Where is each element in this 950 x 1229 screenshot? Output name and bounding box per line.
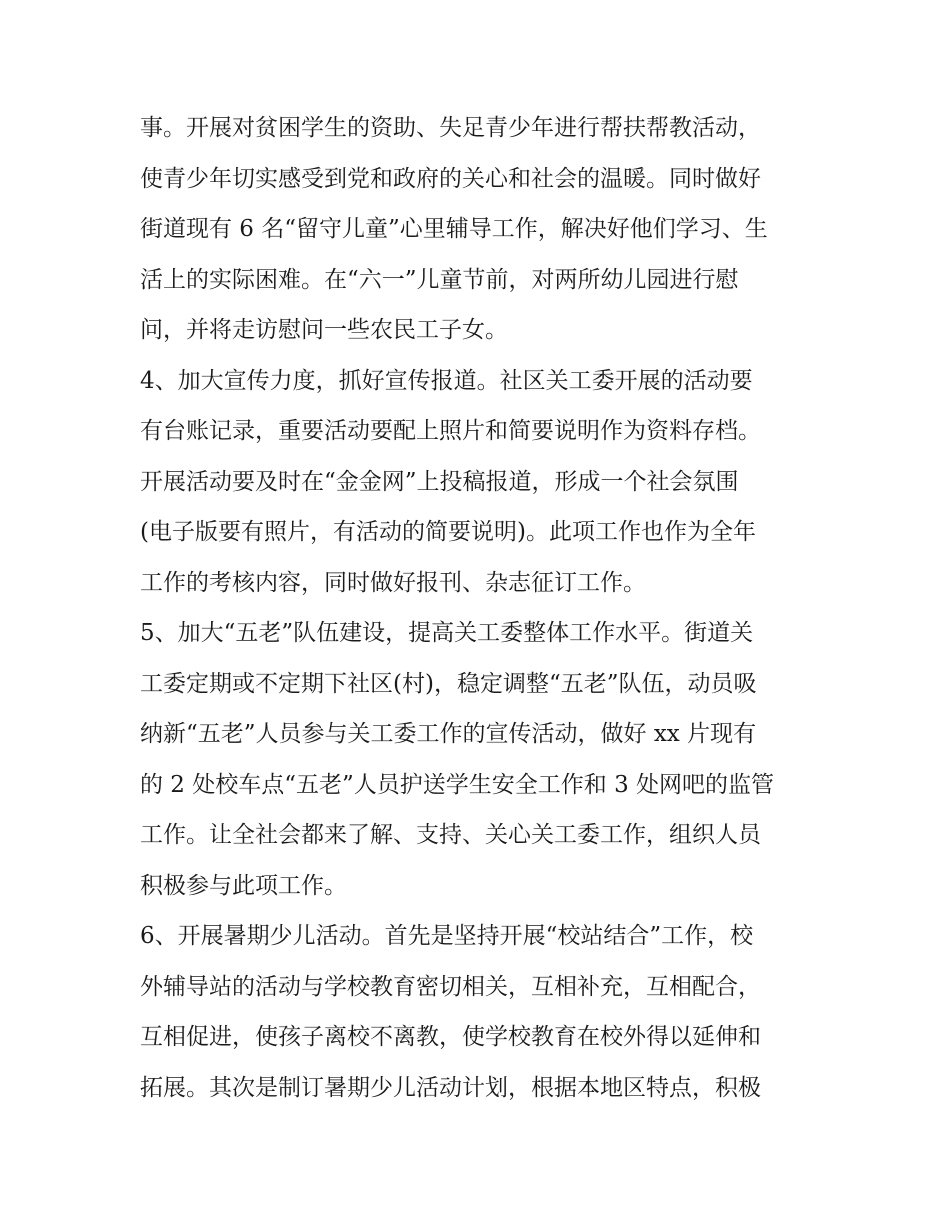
document-body xyxy=(140,103,820,1113)
text-line: 纳新“五老”人员参与关工委工作的宣传活动，做好 xx 片现有 xyxy=(140,721,757,747)
text-line: 6、开展暑期少儿活动。首先是坚持开展“校站结合”工作，校 xyxy=(140,923,754,949)
text-line: (电子版要有照片，有活动的简要说明)。此项工作也作为全年 xyxy=(140,519,756,545)
text-line: 使青少年切实感受到党和政府的关心和社会的温暖。同时做好 xyxy=(140,165,761,192)
text-line: 4、加大宣传力度，抓好宣传报道。社区关工委开展的活动要 xyxy=(140,367,753,394)
text-line: 工作。让全社会都来了解、支持、关心关工委工作，组织人员 xyxy=(140,822,761,848)
text-line: 工作的考核内容，同时做好报刊、杂志征订工作。 xyxy=(140,569,646,596)
text-line: 有台账记录，重要活动要配上照片和简要说明作为资料存档。 xyxy=(140,418,761,444)
text-line: 开展活动要及时在“金金网”上投稿报道，形成一个社会氛围 xyxy=(140,468,739,495)
text-line: 问，并将走访慰问一些农民工子女。 xyxy=(140,317,508,343)
text-line: 互相促进，使孩子离校不离教，使学校教育在校外得以延伸和 xyxy=(140,1024,761,1050)
text-line: 活上的实际困难。在“六一”儿童节前，对两所幼儿园进行慰 xyxy=(140,266,739,293)
text-line: 积极参与此项工作。 xyxy=(140,872,347,899)
text-line: 街道现有 6 名“留守儿童”心里辅导工作，解决好他们学习、生 xyxy=(140,216,768,242)
text-line: 拓展。其次是制订暑期少儿活动计划，根据本地区特点，积极 xyxy=(140,1074,761,1101)
text-line: 的 2 处校车点“五老”人员护送学生安全工作和 3 处网吧的监管 xyxy=(140,771,775,798)
text-line: 事。开展对贫困学生的资助、失足青少年进行帮扶帮教活动， xyxy=(140,115,761,141)
text-line: 5、加大“五老”队伍建设，提高关工委整体工作水平。街道关 xyxy=(140,620,754,646)
text-line: 工委定期或不定期下社区(村)，稳定调整“五老”队伍，动员吸 xyxy=(140,670,757,697)
text-line: 外辅导站的活动与学校教育密切相关，互相补充，互相配合， xyxy=(140,973,761,1000)
